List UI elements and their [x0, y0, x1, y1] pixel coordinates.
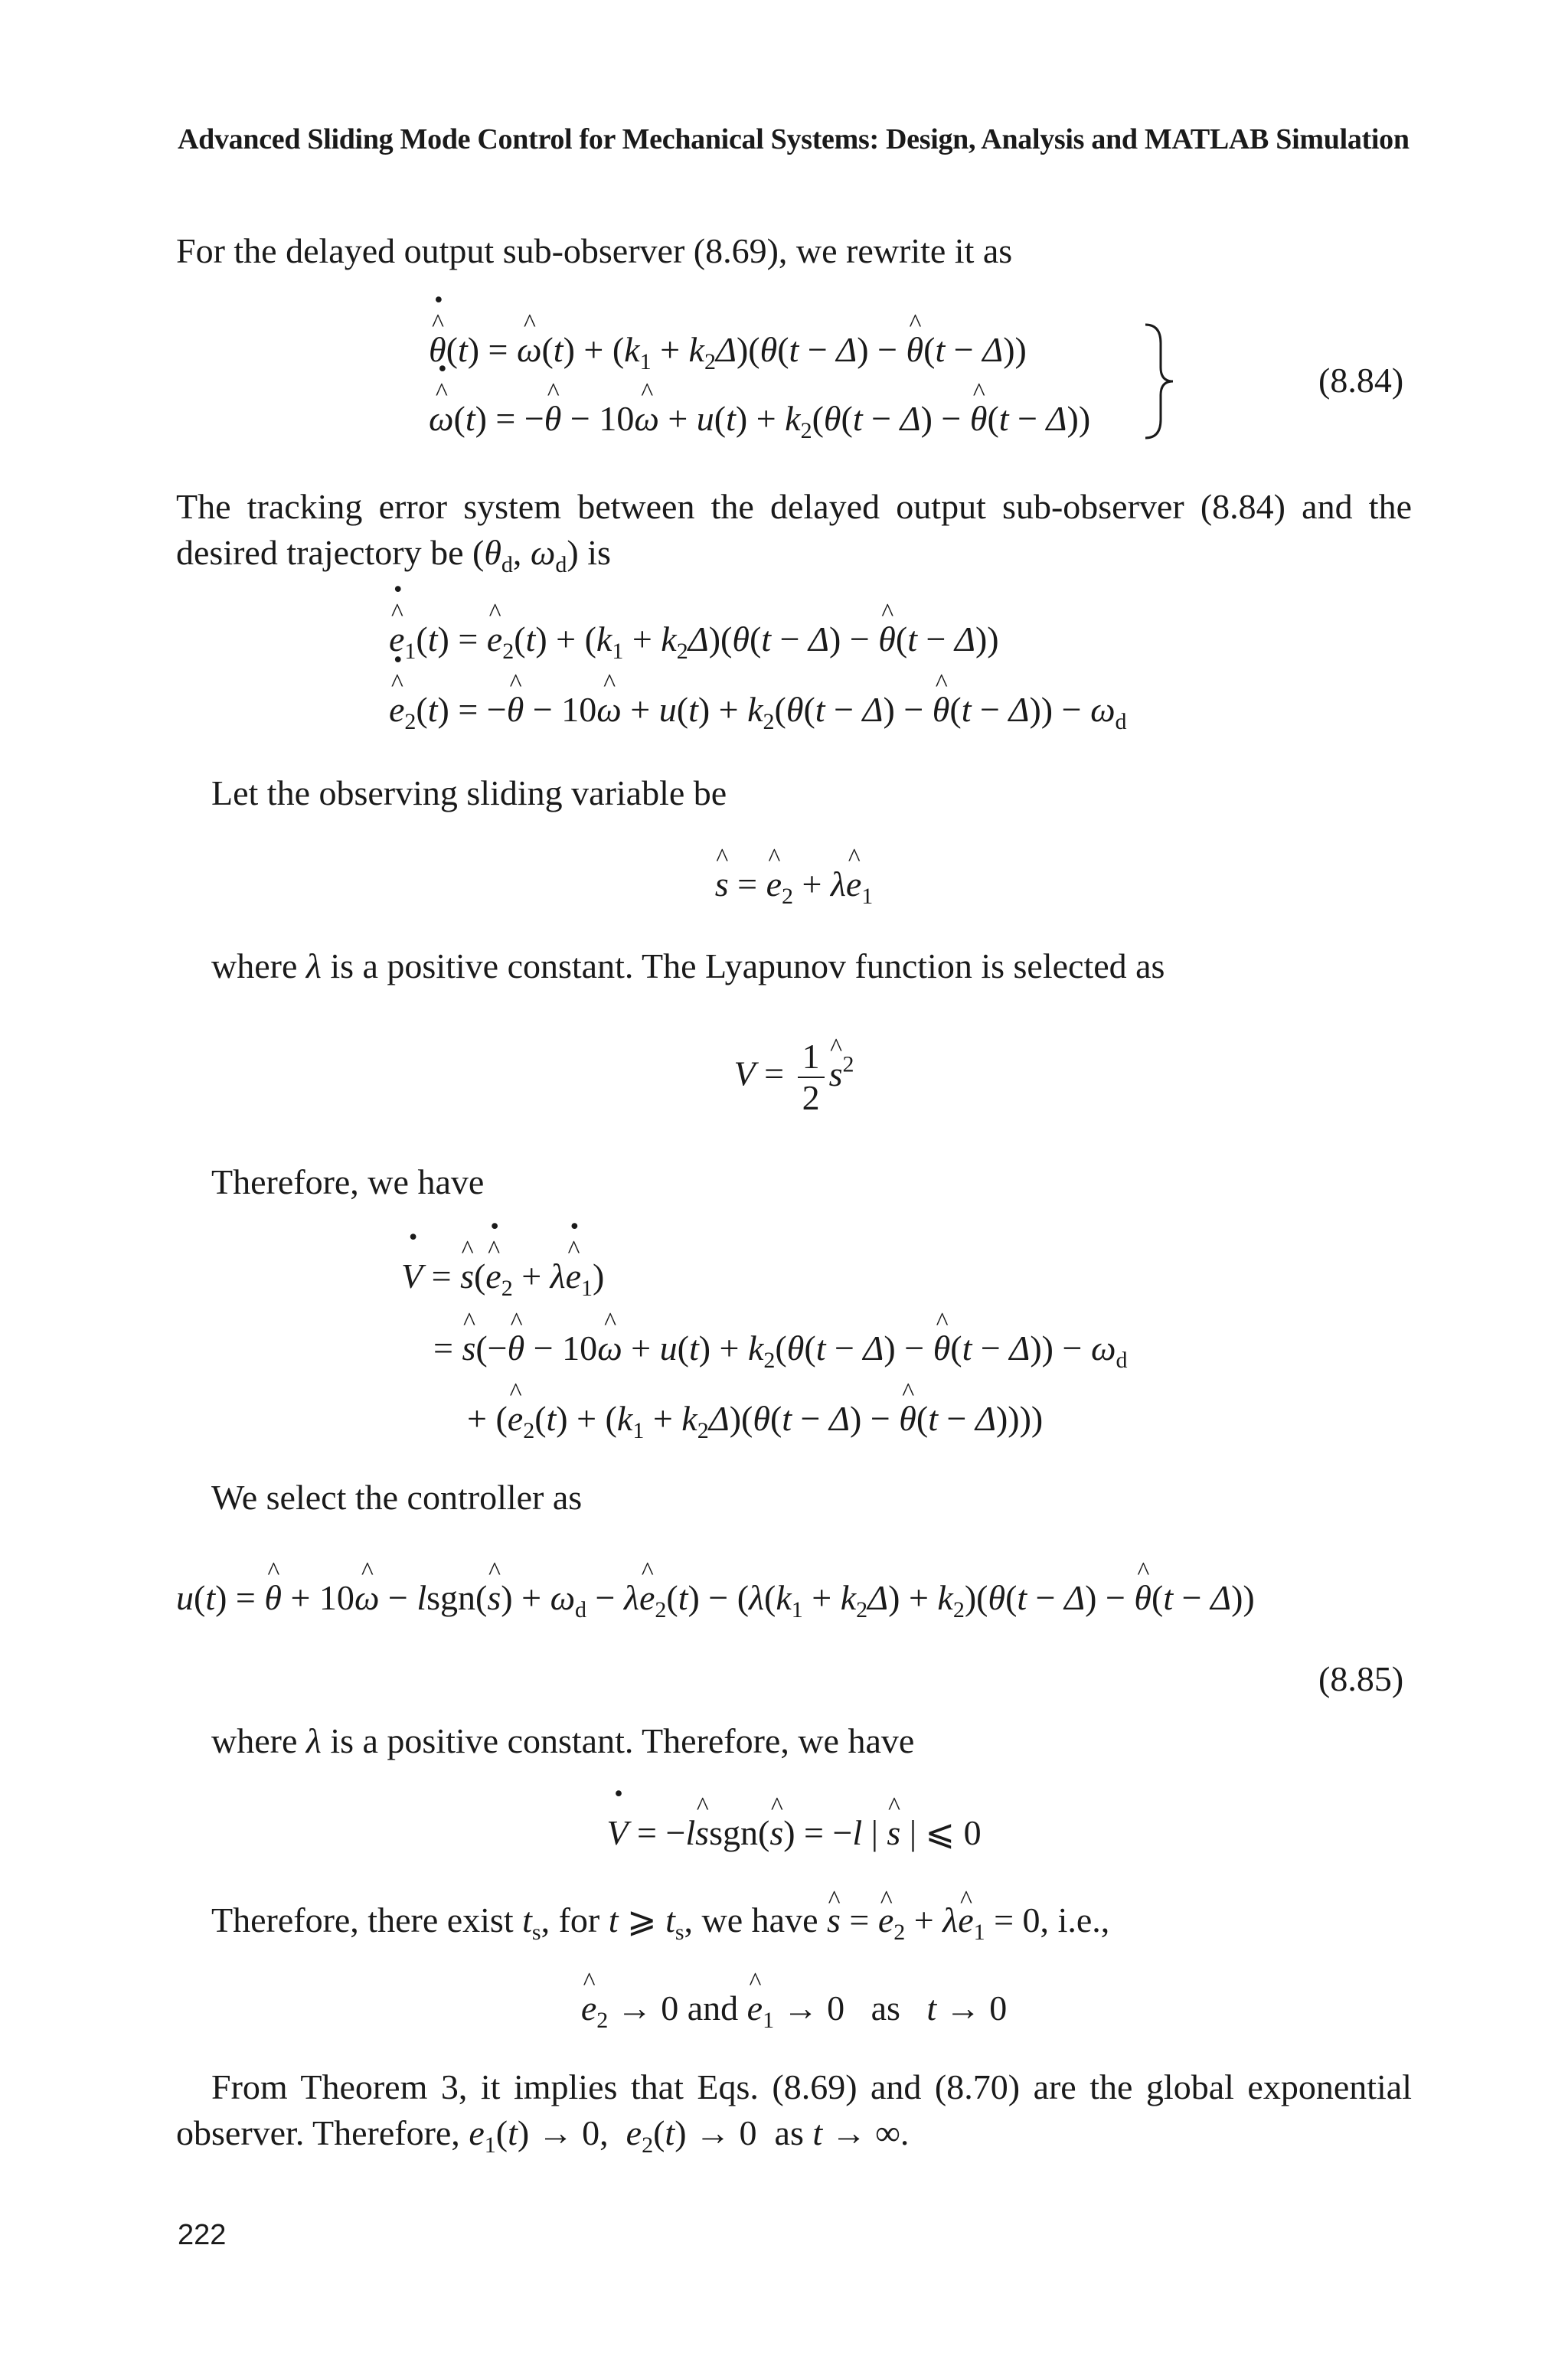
paragraph-therefore-1: Therefore, we have	[211, 1162, 485, 1201]
equation-number-8-85: (8.85)	[1318, 1659, 1404, 1698]
paragraph-intro: For the delayed output sub-observer (8.69), we rewrite it as	[176, 231, 1013, 270]
equation-8-84-line-1: ^ θ ·(t) = ^ $\omega(t) + (k_1 + k_2\Delta)(\theta(t - \Delta)$ − ^ θ(t − Δ))	[429, 329, 1027, 370]
running-header: Advanced Sliding Mode Control for Mechanical Systems: Design, Analysis and MATLAB Simulation	[178, 123, 1410, 155]
equation-convergence: ^ $e_2 \to 0$ and ^ $e_1 \to 0$ as t → 0	[176, 1988, 1412, 2028]
paragraph-tracking-error: The tracking error system between the delayed output sub-observer (8.84) and the desired trajectory be ($\theta_d$, $\omega_d$) is	[176, 487, 1412, 577]
equation-vdot-line-3: + (^ $e_2(t) + (k_1 + k_2\Delta)(\theta(t - \Delta)$ − ^ θ(t − Δ))))	[467, 1398, 1043, 1439]
equation-sliding-variable: ^ s = ^ $e_2$ + λ^ $e_1$	[176, 864, 1412, 904]
equation-vdot-line-1: V · = ^ s(^ $e \cdot_2$ + λ^ $e \cdot_1$)	[401, 1256, 604, 1296]
paragraph-there-exist: Therefore, there exist $t_s$, for t ⩾ $t_s$, we have ^ s = ^ $e_2$ + λ^ $e_1 = 0$, i.e.,	[211, 1897, 1109, 1943]
page-number: 222	[178, 2219, 227, 2251]
equation-8-85: u(t) = ^ θ + 10^ ω − lsgn(^ $s) + \omega_d$ − λ^ $e_2(t) - (\lambda(k_1 + k_2\Delta) + k_2)(\theta(t - \Delta)$ − ^ θ(t − Δ))	[176, 1577, 1255, 1618]
right-brace	[1141, 320, 1179, 443]
equation-error-line-1: ^ $e \cdot_1(t)$ = ^ $e_2(t) + (k_1 + k_2\Delta)(\theta(t - \Delta)$ − ^ θ(t − Δ))	[389, 619, 999, 659]
equation-vdot-result: V · = −l^ ssgn(^ s) = −l | ^ s | ⩽ 0	[176, 1812, 1412, 1853]
paragraph-conclusion: From Theorem 3, it implies that Eqs. (8.69) and (8.70) are the global exponential observer. Therefore, $e_1(t) \to 0$, $e_2(t) \to 0$ as t → ∞.	[176, 2067, 1412, 2158]
equation-error-line-2: ^ $e \cdot_2(t)$ = −^ θ − 10^ $\omega + u(t) + k_2(\theta(t - \Delta)$ − ^ $\theta(t - \Delta)) - \omega_d$	[389, 689, 1127, 730]
equation-number-8-84: (8.84)	[1318, 361, 1404, 400]
paragraph-sliding-variable: Let the observing sliding variable be	[211, 773, 727, 812]
paragraph-controller: We select the controller as	[211, 1478, 583, 1517]
paragraph-lyapunov: where λ is a positive constant. The Lyapunov function is selected as	[211, 946, 1165, 985]
paragraph-positive-constant: where λ is a positive constant. Therefore, we have	[211, 1721, 915, 1760]
equation-vdot-line-2: = ^ s(−^ θ − 10^ $\omega + u(t) + k_2(\theta(t - \Delta)$ − ^ $\theta(t - \Delta)) - \omega_d$	[433, 1328, 1127, 1368]
equation-lyapunov: V = $\frac{1}{2}$ ^ $s^2$	[176, 1037, 1412, 1118]
equation-8-84-line-2: ^ ω ·(t) = −^ θ − 10^ $\omega + u(t) + k_2(\theta(t - \Delta)$ − ^ θ(t − Δ))	[429, 398, 1090, 439]
